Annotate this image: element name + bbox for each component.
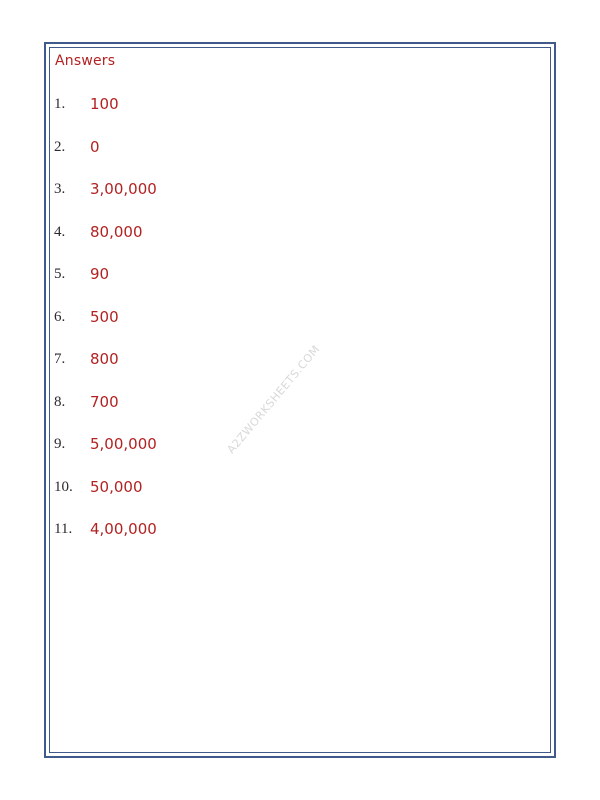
answer-value: 100	[90, 95, 119, 113]
answers-heading: Answers	[55, 53, 116, 69]
answer-number: 9.	[54, 436, 66, 452]
answer-number: 2.	[54, 138, 66, 155]
answer-number: 4.	[54, 223, 66, 240]
answer-value: 50,000	[90, 477, 143, 496]
page-border	[44, 42, 556, 758]
answer-value: 500	[90, 307, 119, 326]
answer-number: 6.	[54, 308, 66, 325]
answer-value: 0	[90, 137, 100, 156]
answer-number: 11.	[54, 521, 73, 537]
answer-number: 3.	[54, 181, 66, 197]
answer-number: 5.	[54, 266, 66, 282]
answer-number: 10.	[54, 478, 73, 495]
answer-value: 4,00,000	[90, 520, 157, 538]
answer-value: 5,00,000	[90, 435, 157, 453]
answer-value: 3,00,000	[90, 180, 157, 198]
answer-number: 1.	[54, 96, 66, 112]
answer-number: 8.	[54, 393, 66, 410]
watermark: A2ZWORKSHEETS.COM	[224, 342, 323, 457]
page-border-inner	[49, 47, 551, 753]
answer-value: 80,000	[90, 222, 143, 241]
answer-value: 700	[90, 392, 119, 411]
answer-number: 7.	[54, 351, 66, 367]
answer-value: 90	[90, 265, 110, 283]
answer-value: 800	[90, 350, 119, 368]
